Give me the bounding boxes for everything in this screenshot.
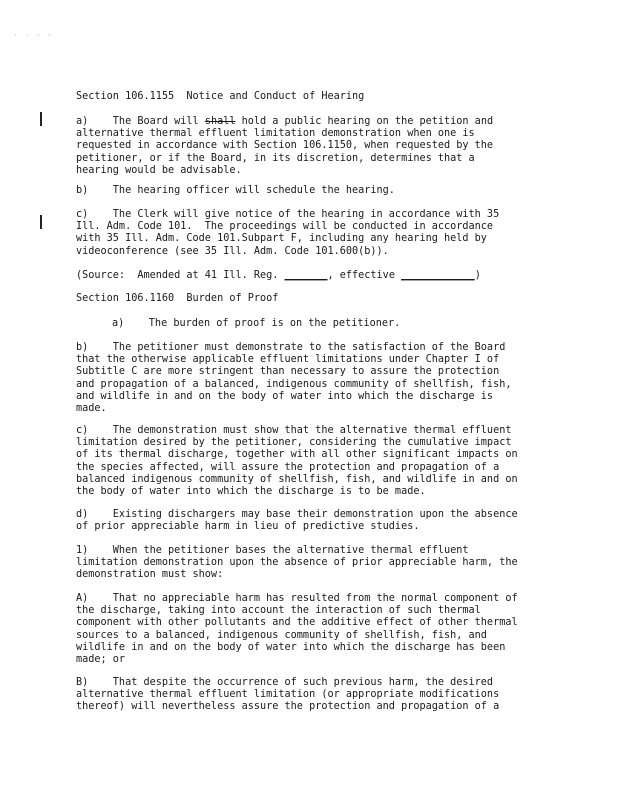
text-line: made. (76, 403, 107, 415)
text-line: b) The petitioner must demonstrate to the satisfaction of the Board (76, 342, 506, 353)
section-heading: Section 106.1160 Burden of Proof (76, 293, 279, 304)
paragraph-1 (76, 545, 544, 582)
text-line: B) That despite the occurrence of such previous harm, the desired (76, 677, 494, 688)
text-run: a) The Board will (76, 116, 205, 127)
text-line: balanced indigenous community of shellfish, fish, and wildlife in and on (76, 473, 518, 485)
paragraph-A (76, 593, 544, 666)
text-line: 1) When the petitioner bases the alternative thermal effluent (76, 545, 469, 556)
text-line: Ill. Adm. Code 101. The proceedings will be conducted in accordance (76, 221, 494, 233)
paragraph-b: b) The hearing officer will schedule the hearing. (76, 185, 395, 196)
text-line: alternative thermal effluent limitation (or appropriate modifications (76, 689, 500, 701)
text-run: (Source: Amended at 41 Ill. Reg. (76, 270, 285, 281)
text-line: made; or (76, 654, 126, 666)
text-run: hold a public hearing on the petition and (235, 116, 494, 127)
text-line: c) The demonstration must show that the alternative thermal effluent (76, 425, 512, 436)
revision-bar (40, 215, 42, 229)
struck-text: shall (204, 116, 236, 127)
paragraph-c (76, 209, 544, 258)
text-line: requested in accordance with Section 106.1150, when requested by the (76, 140, 494, 152)
text-line: thereof) will nevertheless assure the protection and propagation of a (76, 701, 500, 713)
text-line: component with other pollutants and the additive effect of other thermal (76, 617, 518, 629)
text-line: limitation desired by the petitioner, considering the cumulative impact (76, 437, 512, 449)
paragraph-a2: a) The burden of proof is on the petitioner. (112, 318, 401, 329)
text-line: alternative thermal effluent limitation demonstration when one is (76, 128, 475, 140)
text-run: ) (474, 270, 481, 281)
text-line: demonstration must show: (76, 569, 224, 581)
text-line: Subtitle C are more stringent than necessary to assure the protection (76, 366, 500, 378)
text-line: sources to a balanced, indigenous community of shellfish, fish, and (76, 629, 487, 641)
text-line: limitation demonstration upon the absence of prior appreciable harm, the (76, 557, 518, 569)
text-line: wildlife in and on the body of water into which the discharge has been (76, 641, 506, 653)
scan-speck: · · · · (14, 32, 54, 39)
text-line: and wildlife in and on the body of water into which the discharge is (76, 390, 494, 402)
revision-bar (40, 112, 42, 126)
blank-field: ____________ (401, 270, 475, 281)
text-line: A) That no appreciable harm has resulted from the normal component of (76, 593, 518, 604)
paragraph-b2 (76, 342, 544, 415)
text-line: and propagation of a balanced, indigenous community of shellfish, fish, (76, 378, 512, 390)
paragraph-a (76, 116, 544, 177)
source-note (76, 270, 544, 282)
blank-field: _______ (284, 270, 328, 281)
text-line: videoconference (see 35 Ill. Adm. Code 101.600(b)). (76, 245, 389, 257)
text-line: the body of water into which the discharge is to be made. (76, 486, 426, 498)
paragraph-c2 (76, 425, 544, 498)
text-line: that the otherwise applicable effluent limitations under Chapter I of (76, 354, 500, 366)
text-line: d) Existing dischargers may base their demonstration upon the absence (76, 509, 518, 520)
text-line: c) The Clerk will give notice of the hearing in accordance with 35 (76, 209, 500, 220)
text-line: hearing would be advisable. (76, 164, 242, 176)
section-heading: Section 106.1155 Notice and Conduct of Hearing (76, 91, 365, 102)
paragraph-d (76, 509, 544, 533)
text-line: of prior appreciable harm in lieu of predictive studies. (76, 521, 420, 533)
text-line: with 35 Ill. Adm. Code 101.Subpart F, including any hearing held by (76, 233, 487, 245)
text-run: , effective (327, 270, 402, 281)
text-line: the species affected, will assure the protection and propagation of a (76, 461, 500, 473)
paragraph-B (76, 677, 544, 714)
text-line: of its thermal discharge, together with all other significant impacts on (76, 449, 518, 461)
text-line: petitioner, or if the Board, in its discretion, determines that a (76, 152, 475, 164)
text-line: the discharge, taking into account the interaction of such thermal (76, 605, 481, 617)
